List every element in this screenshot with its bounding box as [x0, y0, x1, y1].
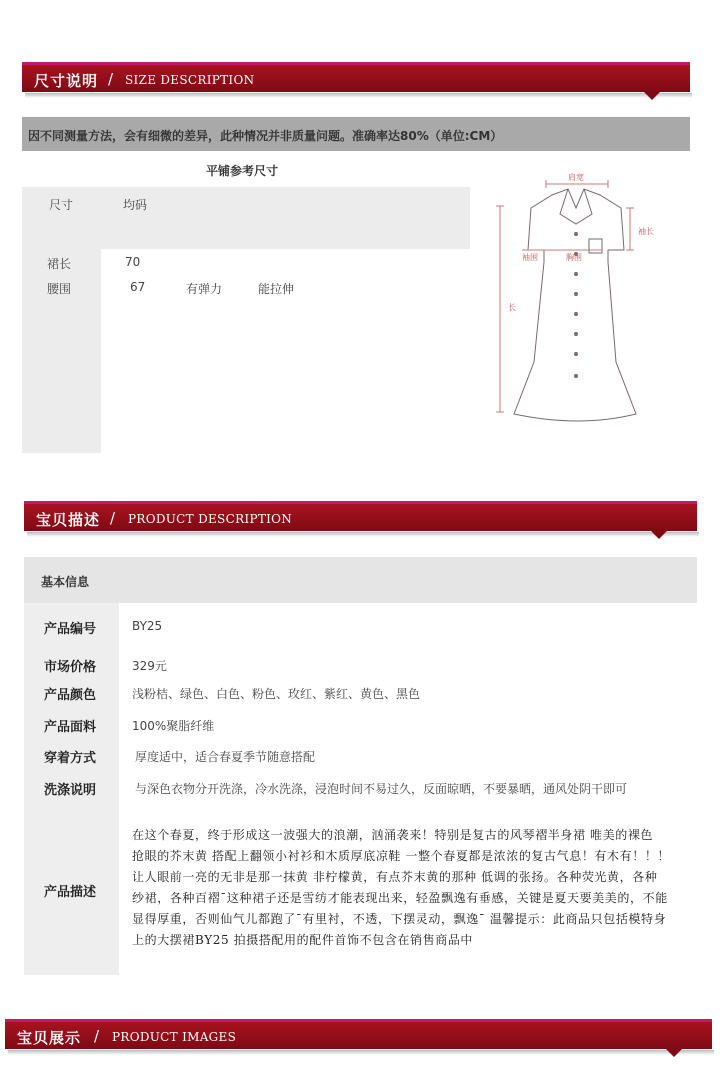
images-section-title: 宝贝展示 [17, 1029, 82, 1047]
size-value: 均码 [123, 198, 148, 212]
images-section-title-en: PRODUCT IMAGES [112, 1030, 237, 1044]
product-section-banner [24, 501, 697, 531]
basic-info-title: 基本信息 [41, 575, 90, 589]
wearing-style-value: 厚度适中，适合春夏季节随意搭配 [135, 750, 316, 764]
product-description-text [132, 825, 710, 951]
description-line: 上的大摆裙BY25 拍摄搭配用的配件首饰不包含在销售商品中 [132, 933, 474, 947]
diagram-label-sleeve: 袖长 [638, 227, 654, 236]
washing-value: 与深色衣物分开洗涤，冷水洗涤，浸泡时间不易过久，反面晾晒，不要暴晒，通风处阴干即可 [135, 782, 628, 796]
diagram-label-chest: 胸围 [566, 253, 582, 262]
dress-button [574, 352, 578, 356]
product-color-value: 浅粉桔、绿色、白色、粉色、玫红、紫红、黄色、黑色 [132, 687, 421, 701]
measurement-note: 因不同测量方法，会有细微的差异，此种情况并非质量问题。准确率达80%（单位:CM） [28, 129, 503, 143]
product-fabric-label: 产品面料 [44, 720, 97, 735]
product-code-value: BY25 [132, 619, 163, 633]
dress-collar [560, 189, 592, 224]
dress-pocket [589, 239, 602, 253]
market-price-value: 329元 [132, 659, 167, 673]
measurement-note-bar [22, 117, 690, 151]
diagram-label-length: 长 [508, 303, 516, 312]
waist-label: 腰围 [47, 282, 72, 296]
description-line: 让人眼前一亮的无非是那一抹黄 非柠檬黄，有点芥末黄的那种 低调的张扬。各种荧光黄，各种 [132, 870, 658, 884]
diagram-label-shoulder: 肩宽 [568, 173, 584, 182]
size-label: 尺寸 [49, 198, 74, 212]
product-desc-label: 产品描述 [44, 885, 97, 900]
size-table-header [22, 187, 470, 249]
waist-note-stretch: 能拉伸 [258, 282, 295, 296]
description-line: 纱裙，各种百褶¯这种裙子还是雪纺才能表现出来，轻盈飘逸有垂感，关键是夏天要美美的，不能 [132, 891, 668, 905]
waist-note-elastic: 有弹力 [186, 282, 223, 296]
description-line: 抢眼的芥末黄 搭配上翻领小衬衫和木质厚底凉鞋 一整个春夏都是浓浓的复古气息！有木有！！！ [132, 849, 671, 863]
banner-slash: / [110, 509, 116, 527]
description-line: 显得厚重，否则仙气儿都跑了¯有里衬，不透，下摆灵动，飘逸¯ 温馨提示：此商品只包括模特身 [132, 912, 667, 926]
dress-button [574, 332, 578, 336]
reference-size-title: 平铺参考尺寸 [206, 164, 279, 178]
description-line: 在这个春夏，终于形成这一波强大的浪潮，汹涌袭来！特别是复古的风琴褶半身裙 唯美的裸色 [132, 828, 654, 842]
wearing-style-label: 穿着方式 [44, 751, 97, 766]
length-value: 70 [125, 255, 141, 269]
product-section-title-en: PRODUCT DESCRIPTION [128, 512, 293, 526]
dress-button [574, 292, 578, 296]
market-price-label: 市场价格 [44, 660, 97, 675]
basic-info-header [24, 557, 697, 603]
dress-button [574, 312, 578, 316]
size-section-title-en: SIZE DESCRIPTION [125, 73, 255, 87]
product-code-label: 产品编号 [44, 622, 97, 637]
product-section-title: 宝贝描述 [36, 511, 101, 529]
images-section-banner [5, 1019, 712, 1049]
banner-slash: / [108, 70, 114, 88]
dress-measurement-diagram [480, 162, 680, 432]
product-fabric-value: 100%聚脂纤维 [132, 719, 215, 733]
banner-slash: / [94, 1027, 100, 1045]
dress-button [574, 272, 578, 276]
diagram-label-sleeve-width: 袖围 [522, 253, 538, 262]
size-section-title: 尺寸说明 [34, 72, 99, 90]
size-section-banner [22, 62, 690, 92]
waist-value: 67 [130, 280, 146, 294]
length-label: 裙长 [47, 257, 72, 271]
product-color-label: 产品颜色 [44, 688, 97, 703]
dress-button [574, 374, 578, 378]
dress-button [574, 232, 578, 236]
washing-label: 洗涤说明 [44, 783, 97, 798]
